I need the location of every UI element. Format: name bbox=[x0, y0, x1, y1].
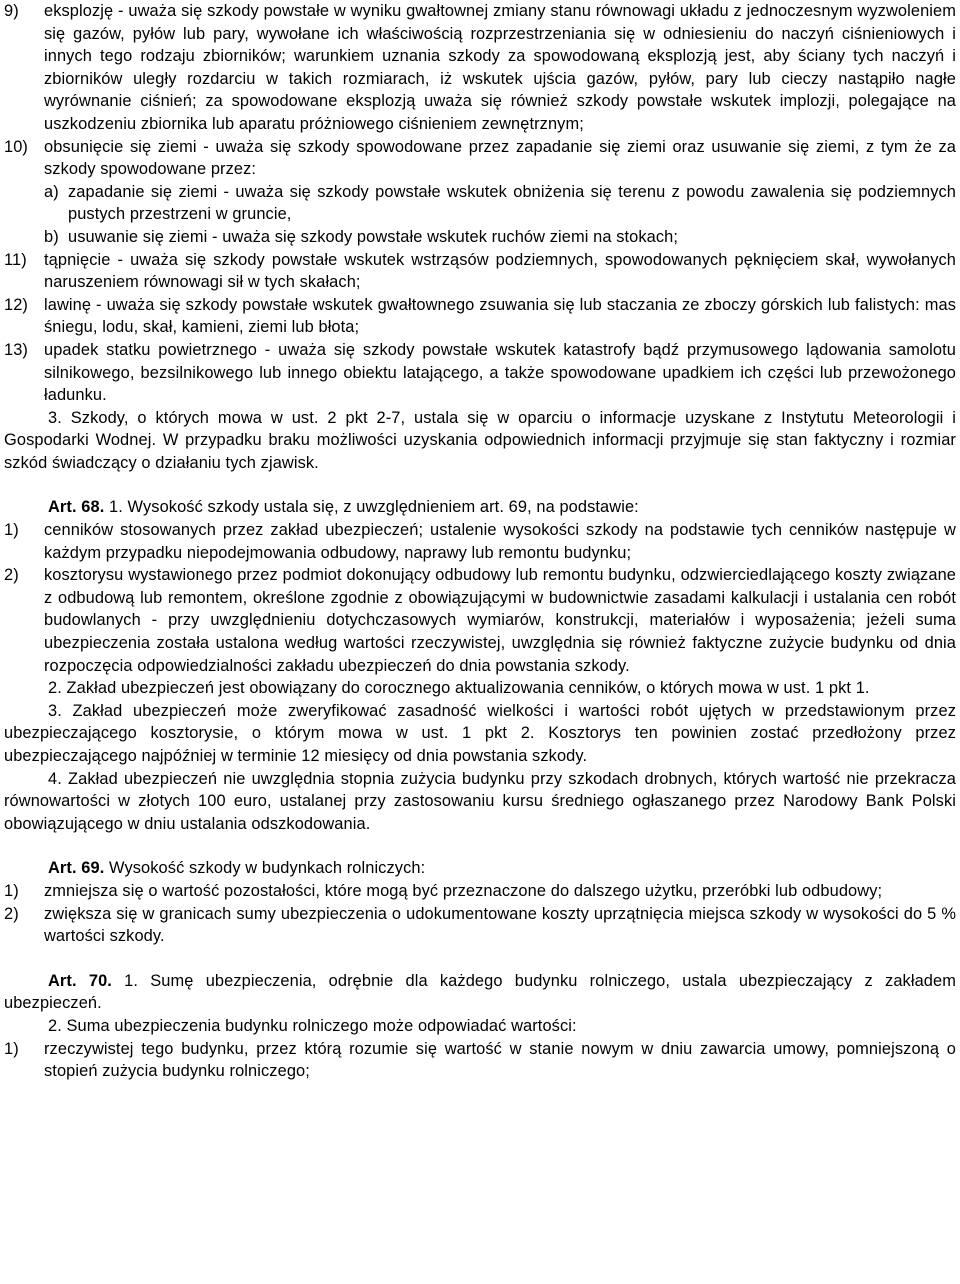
list-text: kosztorysu wystawionego przez podmiot dokonujący odbudowy lub remontu budynku, odzwierciedlającego koszty związane z odbudową lub remontem, określone zgodnie z obowiązującymi w budownictwie zasadami kalkulacji i ustalania cen robót budowlanych - przy uwzględnieniu dotychczasowych wymiarów, konstrukcji, materiałów i wyposażenia; jeżeli suma ubezpieczenia została ustalona według wartości rzeczywistej, uwzględnia się również faktyczne zużycie budynku od dnia rozpoczęcia odpowiedzialności zakładu ubezpieczeń do dnia powstania szkody. bbox=[44, 566, 956, 675]
list-number: 1) bbox=[4, 521, 19, 540]
article-text: Wysokość szkody w budynkach rolniczych: bbox=[104, 859, 426, 878]
list-number: 10) bbox=[4, 137, 28, 156]
art68-paragraph-3: 3. Zakład ubezpieczeń może zweryfikować zasadność wielkości i wartości robót ujętych w przedstawionym przez ubezpieczającego kosztorysie, o którym mowa w ust. 1 pkt 2. Kosztorys ten powinien zostać przedłożony przez ubezpieczającego najpóźniej w terminie 12 miesięcy od dnia powstania szkody. bbox=[4, 701, 956, 765]
list-text: rzeczywistej tego budynku, przez którą rozumie się wartość w stanie nowym w dniu zawarcia umowy, pomniejszoną o stopień zużycia budynku rolniczego; bbox=[44, 1039, 956, 1081]
list-text: cenników stosowanych przez zakład ubezpieczeń; ustalenie wysokości szkody na podstawie tych cenników następuje w każdym przypadku niepodejmowania odbudowy, naprawy lub remontu budynku; bbox=[44, 521, 956, 562]
list-number: 1) bbox=[4, 1039, 19, 1058]
list-text: tąpnięcie - uważa się szkody powstałe wskutek wstrząsów podziemnych, spowodowanych pęknięciem skał, wywołanych naruszeniem równowagi sił w tych skałach; bbox=[44, 250, 956, 292]
article-70-intro bbox=[4, 970, 956, 1015]
article-heading: Art. 70. bbox=[48, 971, 112, 990]
list-text: zmniejsza się o wartość pozostałości, które mogą być przeznaczone do dalszego użytku, przeróbki lub odbudowy; bbox=[44, 881, 883, 900]
list-number: 12) bbox=[4, 295, 28, 314]
art69-item-1 bbox=[4, 880, 956, 903]
article-text: 1. Sumę ubezpieczenia, odrębnie dla każdego budynku rolniczego, ustala ubezpieczający z zakładem ubezpieczeń. bbox=[4, 971, 956, 1013]
art68-item-1 bbox=[4, 519, 956, 564]
list-text: lawinę - uważa się szkody powstałe wskutek gwałtownego zsuwania się lub staczania ze zboczy górskich lub falistych: mas śniegu, lodu, skał, kamieni, ziemi lub błota; bbox=[44, 295, 956, 337]
list-number: 2) bbox=[4, 904, 19, 923]
article-heading: Art. 68. bbox=[48, 498, 105, 517]
list-text: eksplozję - uważa się szkody powstałe w wyniku gwałtownej zmiany stanu równowagi układu z jednoczesnym wyzwoleniem się gazów, pyłów lub pary, wywołane ich właściwością rozprzestrzeniania się w odniesieniu do naczyń ciśnieniowych i innych tego rodzaju zbiorników; warunkiem uznania szkody za spowodowaną eksplozją jest, aby ściany tych naczyń i zbiorników uległy rozdarciu w takich rozmiarach, iż wskutek ujścia gazów, pyłów, pary lub cieczy nastąpiło nagłe wyrównanie ciśnień; za spowodowane eksplozją uważa się również szkody powstałe wskutek implozji, polegające na uszkodzeniu zbiornika lub aparatu próżniowego ciśnieniem zewnętrznym; bbox=[44, 2, 956, 133]
list-number: 2) bbox=[4, 566, 19, 585]
art70-item-1 bbox=[4, 1038, 956, 1083]
list-item-10 bbox=[4, 136, 956, 181]
article-text: 1. Wysokość szkody ustala się, z uwzględnieniem art. 69, na podstawie: bbox=[104, 498, 639, 517]
art68-paragraph-2: 2. Zakład ubezpieczeń jest obowiązany do corocznego aktualizowania cenników, o których mowa w ust. 1 pkt 1. bbox=[48, 679, 870, 698]
sub-item-a bbox=[4, 181, 956, 226]
art68-paragraph-4: 4. Zakład ubezpieczeń nie uwzględnia stopnia zużycia budynku przy szkodach drobnych, których wartość nie przekracza równowartości w złotych 100 euro, ustalanej przy zastosowaniu kursu średniego ogłaszanego przez Narodowy Bank Polski obowiązującego w dniu ustalania odszkodowania. bbox=[4, 769, 956, 833]
sub-letter: b) bbox=[44, 227, 59, 246]
article-69-intro bbox=[4, 857, 956, 880]
list-number: 9) bbox=[4, 2, 19, 20]
list-number: 11) bbox=[4, 250, 27, 269]
sub-item-b bbox=[4, 226, 956, 249]
sub-letter: a) bbox=[44, 182, 59, 201]
art70-paragraph-2: 2. Suma ubezpieczenia budynku rolniczego może odpowiadać wartości: bbox=[48, 1016, 577, 1035]
list-number: 13) bbox=[4, 340, 28, 359]
art69-item-2 bbox=[4, 903, 956, 948]
paragraph-ust-3: 3. Szkody, o których mowa w ust. 2 pkt 2-7, ustala się w oparciu o informacje uzyskane z Instytutu Meteorologii i Gospodarki Wodnej. W przypadku braku możliwości uzyskania odpowiednich informacji przyjmuje się stan faktyczny i rozmiar szkód świadczący o działaniu tych zjawisk. bbox=[4, 408, 956, 472]
sub-text: zapadanie się ziemi - uważa się szkody powstałe wskutek obniżenia się terenu z powodu zawalenia się podziemnych pustych przestrzeni w gruncie, bbox=[68, 182, 956, 224]
list-number: 1) bbox=[4, 881, 19, 900]
list-text: upadek statku powietrznego - uważa się szkody powstałe wskutek katastrofy bądź przymusowego lądowania samolotu silnikowego, bezsilnikowego lub innego obiektu latającego, a także spowodowane upadkiem ich części lub przewożonego ładunku. bbox=[44, 340, 956, 405]
sub-text: usuwanie się ziemi - uważa się szkody powstałe wskutek ruchów ziemi na stokach; bbox=[68, 227, 679, 246]
list-item-11 bbox=[4, 249, 956, 294]
article-heading: Art. 69. bbox=[48, 859, 105, 878]
list-item-9 bbox=[4, 0, 956, 136]
list-text: obsunięcie się ziemi - uważa się szkody spowodowane przez zapadanie się ziemi oraz usuwanie się ziemi, z tym że za szkody spowodowane przez: bbox=[44, 137, 956, 179]
list-item-13 bbox=[4, 339, 956, 407]
article-68-intro bbox=[4, 496, 956, 519]
list-text: zwiększa się w granicach sumy ubezpieczenia o udokumentowane koszty uprzątnięcia miejsca szkody w wysokości do 5 % wartości szkody. bbox=[44, 904, 956, 946]
list-item-12 bbox=[4, 294, 956, 339]
art68-item-2 bbox=[4, 564, 956, 677]
